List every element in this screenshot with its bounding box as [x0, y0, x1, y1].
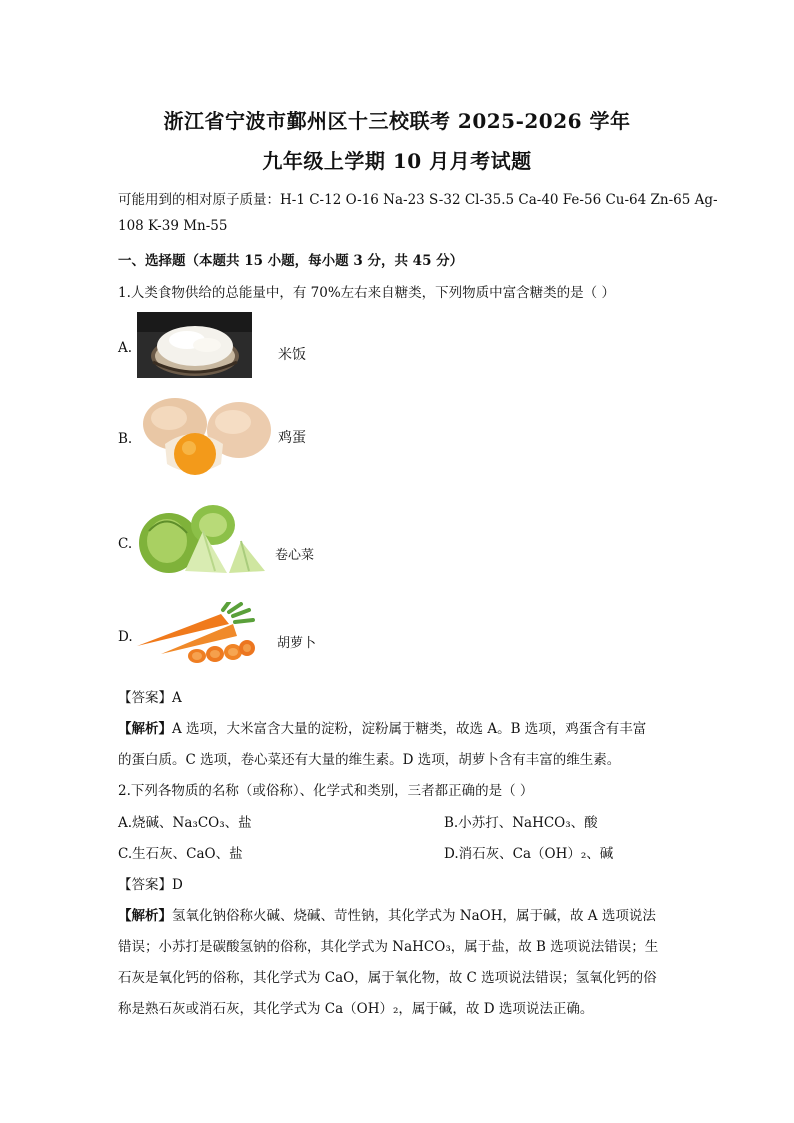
- option-d-label: 胡萝卜: [277, 636, 317, 651]
- section-heading: 一、选择题（本题共 15 小题，每小题 3 分，共 45 分）: [118, 253, 464, 269]
- question-1-analysis-line2: 的蛋白质。C 选项，卷心菜还有大量的维生素。D 选项，胡萝卜含有丰富的维生素。: [118, 752, 621, 768]
- carrots-image: [137, 602, 257, 666]
- question-2-analysis-line2: 错误；小苏打是碳酸氢钠的俗称，其化学式为 NaHCO₃，属于盐，故 B 选项说法错误；生: [118, 939, 659, 955]
- question-2-stem: 2.下列各物质的名称（或俗称）、化学式和类别，三者都正确的是（ ）: [118, 783, 534, 799]
- question-2-analysis-line1: [118, 904, 678, 924]
- question-1-answer: 【答案】A: [118, 690, 182, 706]
- page-title: 浙江省宁波市鄞州区十三校联考 2025-2026 学年: [163, 109, 631, 133]
- analysis-text: 氢氧化钠俗称火碱、烧碱、苛性钠，其化学式为 NaOH，属于碱，故 A 选项说法: [172, 908, 656, 924]
- question-1-analysis-line1: [118, 717, 678, 737]
- eggs-image: [135, 394, 273, 480]
- question-2-option-a: A.烧碱、Na₃CO₃、盐: [118, 815, 252, 831]
- page-subtitle: 九年级上学期 10 月月考试题: [262, 149, 532, 173]
- option-b-label: 鸡蛋: [278, 430, 306, 446]
- option-c-label: 卷心菜: [275, 548, 315, 563]
- cabbage-image: [137, 501, 267, 581]
- question-2-option-c: C.生石灰、CaO、盐: [118, 846, 243, 862]
- question-2-answer: 【答案】D: [118, 877, 183, 893]
- option-c-letter: C.: [118, 536, 133, 552]
- analysis-tag: 【解析】: [118, 721, 172, 737]
- question-2-option-b: B.小苏打、NaHCO₃、酸: [444, 815, 598, 831]
- analysis-tag: 【解析】: [118, 908, 172, 924]
- question-2-analysis-line3: 石灰是氧化钙的俗称，其化学式为 CaO，属于氧化物，故 C 选项说法错误；氢氧化钙的俗: [118, 970, 657, 986]
- option-d-letter: D.: [118, 629, 133, 645]
- question-2-option-d: D.消石灰、Ca（OH）₂、碱: [444, 846, 614, 862]
- rice-bowl-image: [137, 312, 252, 378]
- option-b-letter: B.: [118, 431, 133, 447]
- atomic-masses-line2: 108 K-39 Mn-55: [118, 218, 228, 234]
- option-a-label: 米饭: [278, 347, 306, 363]
- option-a-letter: A.: [118, 340, 133, 356]
- question-2-analysis-line4: 称是熟石灰或消石灰，其化学式为 Ca（OH）₂，属于碱，故 D 选项说法正确。: [118, 1001, 594, 1017]
- atomic-masses-line1: 可能用到的相对原子质量：H-1 C-12 O-16 Na-23 S-32 Cl-35.5 Ca-40 Fe-56 Cu-64 Zn-65 Ag-: [118, 192, 718, 208]
- analysis-text: A 选项，大米富含大量的淀粉，淀粉属于糖类，故选 A。B 选项，鸡蛋含有丰富: [172, 721, 647, 737]
- question-1-stem: 1.人类食物供给的总能量中，有 70%左右来自糖类，下列物质中富含糖类的是（ ）: [118, 285, 615, 301]
